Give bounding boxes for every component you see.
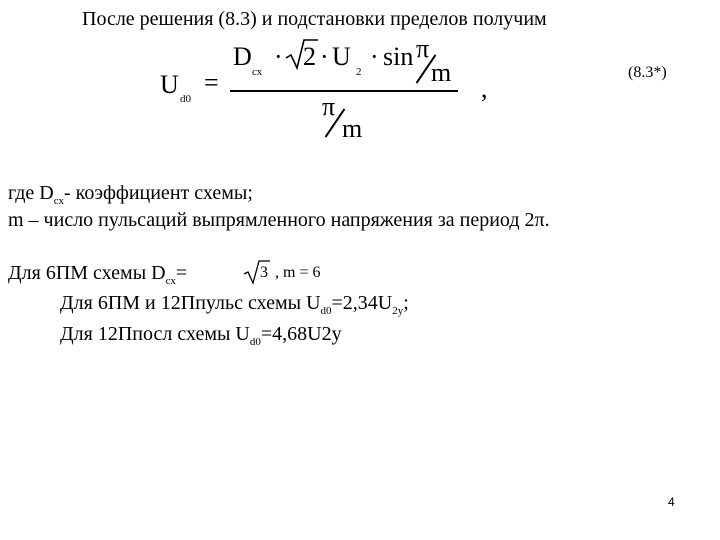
case-line-1-a: Для 6ПМ схемы D <box>8 262 166 284</box>
formula-num-pi: π <box>416 34 430 63</box>
case-line-2-c: ; <box>403 292 409 314</box>
where-line-1-a: где D <box>8 182 54 204</box>
case-line-1-sub: сх <box>165 275 176 287</box>
where-line-1-sub: сх <box>53 195 64 207</box>
formula-dot-2: · <box>320 42 329 71</box>
page-number: 4 <box>668 495 675 509</box>
case-line-3-b: =4,68U2у <box>260 323 342 345</box>
formula-lhs-sub: d0 <box>180 93 191 105</box>
case-line-3-a: Для 12Ппосл схемы U <box>60 323 250 345</box>
formula-lhs-u: U <box>160 70 179 99</box>
case-line-3-sub: d0 <box>249 336 261 348</box>
case-line-1-b: = <box>175 262 188 284</box>
case-line-2 <box>60 292 409 317</box>
case-line-2-sub2: 2у <box>392 305 404 317</box>
case-line-2-a: Для 6ПМ и 12Ппульс схемы U <box>60 292 321 314</box>
formula-num-u-sub: 2 <box>356 66 362 78</box>
formula-comma: , <box>481 74 488 103</box>
where-line-2: m – число пульсаций выпрямленного напряжения за период 2π. <box>8 209 550 231</box>
formula-num-d-sub: сх <box>252 66 263 78</box>
case-line-2-b: =2,34U <box>331 292 393 314</box>
formula-num-m: m <box>431 58 452 87</box>
formula-dot-3: · <box>370 42 379 71</box>
case-line-2-sub: d0 <box>320 305 332 317</box>
formula-den-m: m <box>342 114 363 143</box>
case-line-1-formula-rest: , m = 6 <box>275 264 321 281</box>
case-line-1 <box>8 262 187 287</box>
where-line-1-b: - коэффициент схемы; <box>63 182 253 204</box>
case-line-3 <box>60 323 342 348</box>
case-line-1-three: 3 <box>260 264 268 281</box>
where-line-1 <box>8 182 253 207</box>
heading: После решения (8.3) и подстановки пределов получим <box>82 8 547 30</box>
formula-num-d: D <box>233 42 252 71</box>
formula-fraction-bar <box>230 90 458 92</box>
formula-equals: = <box>204 68 219 97</box>
formula-dot-1: · <box>274 42 283 71</box>
formula-number: (8.3*) <box>628 64 667 81</box>
formula-num-two: 2 <box>303 42 316 71</box>
formula-num-u: U <box>332 42 351 71</box>
formula-sin: sin <box>383 42 414 71</box>
formula-den-pi: π <box>322 92 336 121</box>
